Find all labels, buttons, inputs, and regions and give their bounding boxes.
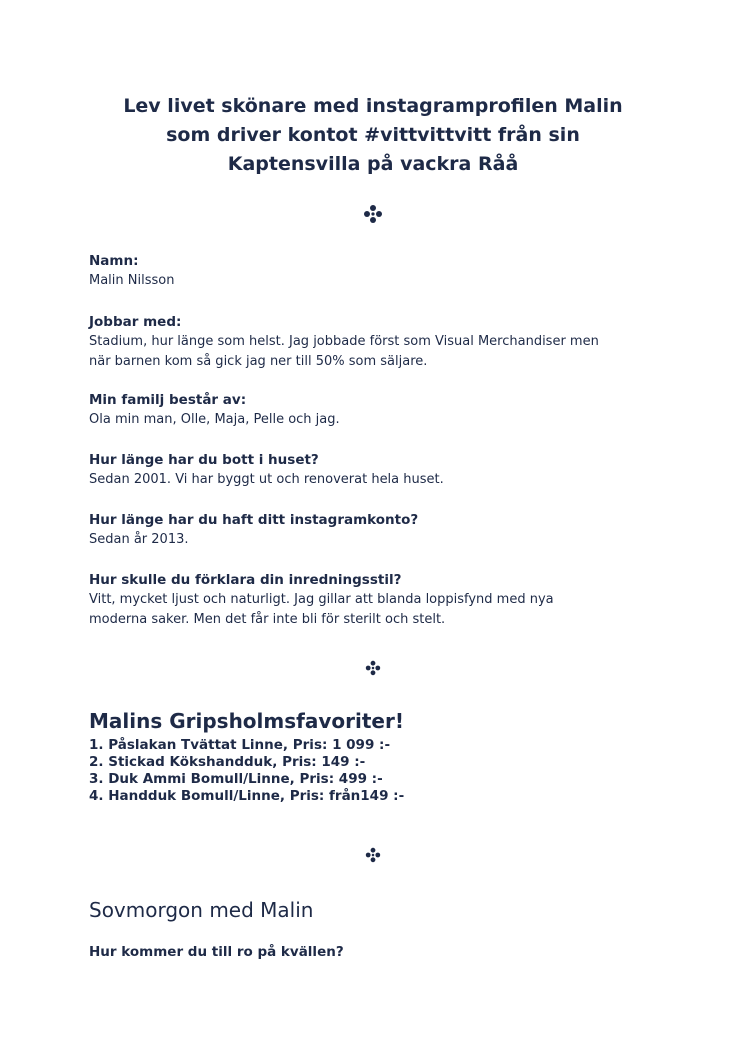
answer-line: när barnen kom så gick jag ner till 50% som säljare. [89, 354, 428, 369]
question: Min familj består av: [89, 392, 247, 408]
qa-instagram [89, 511, 679, 550]
qa-house [89, 451, 679, 490]
favorites-heading: Malins Gripsholmsfavoriter! [89, 709, 404, 733]
qa-style [89, 571, 679, 630]
flower-ornament-icon [0, 660, 746, 680]
question: Hur länge har du haft ditt instagramkonto? [89, 512, 419, 528]
answer [89, 470, 679, 490]
list-item: 4. Handduk Bomull/Linne, Pris: från149 :- [89, 788, 405, 804]
question: Hur skulle du förklara din inredningsstil? [89, 572, 402, 588]
title-line: Lev livet skönare med instagramprofilen Malin [123, 95, 623, 117]
list-item: 2. Stickad Kökshandduk, Pris: 149 :- [89, 754, 366, 770]
qa-job [89, 313, 679, 372]
answer [89, 410, 679, 430]
answer [89, 332, 679, 372]
question: Jobbar med: [89, 314, 182, 330]
answer-line: Sedan år 2013. [89, 532, 189, 547]
sleep-heading: Sovmorgon med Malin [89, 898, 314, 922]
answer-line: Vitt, mycket ljust och naturligt. Jag gillar att blanda loppisfynd med nya [89, 592, 554, 607]
qa-family [89, 391, 679, 430]
answer-line: Sedan 2001. Vi har byggt ut och renoverat hela huset. [89, 472, 444, 487]
answer [89, 590, 679, 630]
list-item: 3. Duk Ammi Bomull/Linne, Pris: 499 :- [89, 771, 383, 787]
answer [89, 530, 679, 550]
title-line: som driver kontot #vittvittvitt från sin [166, 124, 580, 146]
list-item: 1. Påslakan Tvättat Linne, Pris: 1 099 :- [89, 737, 391, 753]
article-title [60, 92, 686, 179]
answer [89, 271, 679, 291]
answer-line: Malin Nilsson [89, 273, 175, 288]
title-line: Kaptensvilla på vackra Råå [227, 153, 519, 175]
flower-ornament-icon [0, 204, 746, 228]
answer-line: Ola min man, Olle, Maja, Pelle och jag. [89, 412, 340, 427]
answer-line: Stadium, hur länge som helst. Jag jobbade först som Visual Merchandiser men [89, 334, 599, 349]
flower-ornament-icon [0, 847, 746, 867]
question: Namn: [89, 253, 139, 269]
qa-name [89, 252, 679, 291]
question: Hur kommer du till ro på kvällen? [89, 944, 344, 960]
answer-line: moderna saker. Men det får inte bli för sterilt och stelt. [89, 612, 446, 627]
favorites-list [89, 737, 404, 805]
question: Hur länge har du bott i huset? [89, 452, 319, 468]
